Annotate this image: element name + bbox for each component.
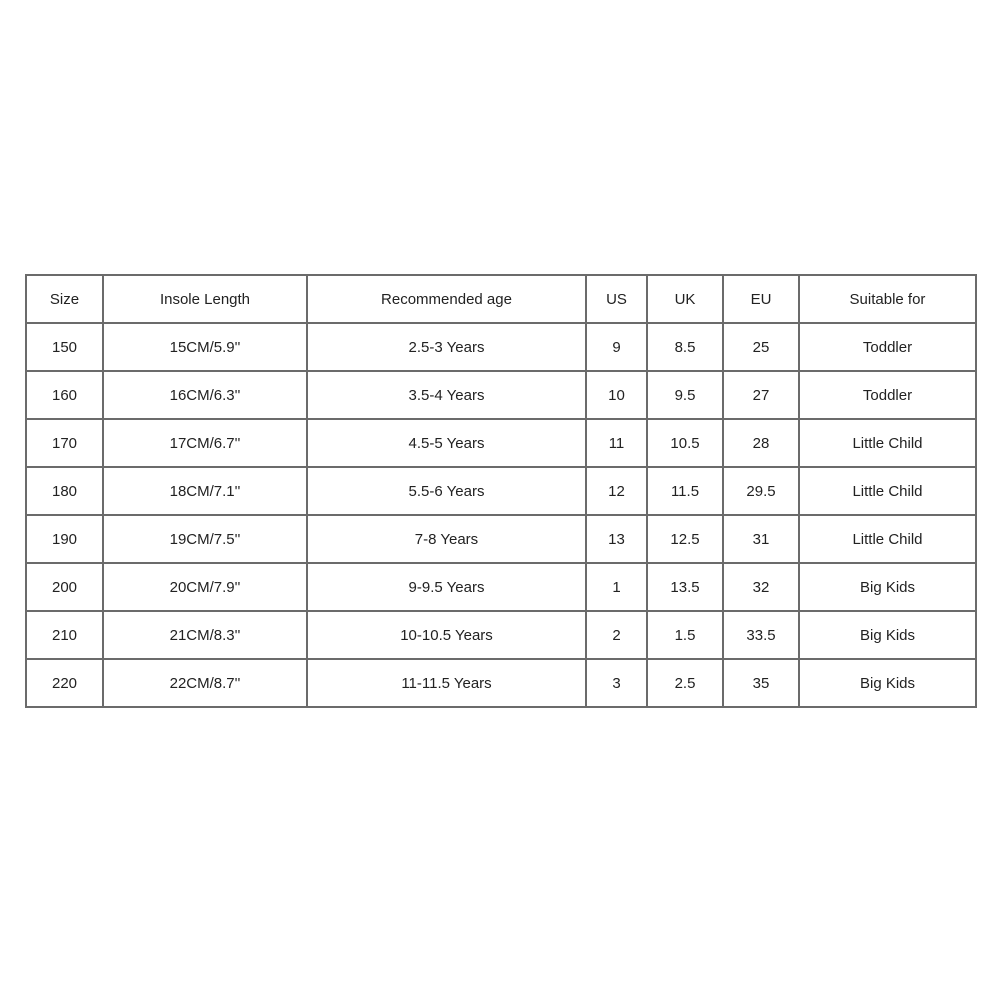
- cell-insole-length: 19CM/7.5'': [103, 515, 307, 563]
- cell-insole-length: 22CM/8.7'': [103, 659, 307, 707]
- cell-eu: 27: [723, 371, 799, 419]
- cell-uk: 12.5: [647, 515, 723, 563]
- cell-suitable-for: Little Child: [799, 467, 976, 515]
- cell-insole-length: 15CM/5.9'': [103, 323, 307, 371]
- cell-us: 10: [586, 371, 647, 419]
- cell-suitable-for: Big Kids: [799, 611, 976, 659]
- table-row: [26, 515, 976, 563]
- cell-uk: 2.5: [647, 659, 723, 707]
- header-suitable-for: Suitable for: [799, 275, 976, 323]
- cell-eu: 33.5: [723, 611, 799, 659]
- cell-insole-length: 17CM/6.7'': [103, 419, 307, 467]
- cell-insole-length: 16CM/6.3'': [103, 371, 307, 419]
- cell-uk: 11.5: [647, 467, 723, 515]
- cell-suitable-for: Little Child: [799, 515, 976, 563]
- cell-us: 13: [586, 515, 647, 563]
- cell-uk: 8.5: [647, 323, 723, 371]
- cell-uk: 10.5: [647, 419, 723, 467]
- cell-suitable-for: Big Kids: [799, 563, 976, 611]
- cell-us: 1: [586, 563, 647, 611]
- cell-recommended-age: 9-9.5 Years: [307, 563, 586, 611]
- cell-insole-length: 20CM/7.9'': [103, 563, 307, 611]
- cell-recommended-age: 10-10.5 Years: [307, 611, 586, 659]
- cell-eu: 25: [723, 323, 799, 371]
- header-size: Size: [26, 275, 103, 323]
- cell-recommended-age: 7-8 Years: [307, 515, 586, 563]
- cell-eu: 29.5: [723, 467, 799, 515]
- cell-insole-length: 21CM/8.3'': [103, 611, 307, 659]
- table-row: [26, 419, 976, 467]
- cell-recommended-age: 2.5-3 Years: [307, 323, 586, 371]
- table-row: [26, 563, 976, 611]
- cell-eu: 28: [723, 419, 799, 467]
- cell-suitable-for: Toddler: [799, 371, 976, 419]
- cell-size: 220: [26, 659, 103, 707]
- table-row: [26, 371, 976, 419]
- cell-eu: 35: [723, 659, 799, 707]
- header-recommended-age: Recommended age: [307, 275, 586, 323]
- cell-uk: 9.5: [647, 371, 723, 419]
- table-row: [26, 467, 976, 515]
- header-insole-length: Insole Length: [103, 275, 307, 323]
- cell-insole-length: 18CM/7.1'': [103, 467, 307, 515]
- cell-uk: 13.5: [647, 563, 723, 611]
- header-eu: EU: [723, 275, 799, 323]
- header-row: [26, 275, 976, 323]
- cell-size: 170: [26, 419, 103, 467]
- cell-size: 210: [26, 611, 103, 659]
- cell-size: 180: [26, 467, 103, 515]
- cell-us: 2: [586, 611, 647, 659]
- table-row: [26, 659, 976, 707]
- cell-eu: 32: [723, 563, 799, 611]
- cell-us: 11: [586, 419, 647, 467]
- cell-us: 12: [586, 467, 647, 515]
- cell-suitable-for: Toddler: [799, 323, 976, 371]
- cell-size: 160: [26, 371, 103, 419]
- cell-suitable-for: Big Kids: [799, 659, 976, 707]
- cell-eu: 31: [723, 515, 799, 563]
- cell-recommended-age: 3.5-4 Years: [307, 371, 586, 419]
- cell-recommended-age: 4.5-5 Years: [307, 419, 586, 467]
- header-uk: UK: [647, 275, 723, 323]
- cell-uk: 1.5: [647, 611, 723, 659]
- cell-recommended-age: 11-11.5 Years: [307, 659, 586, 707]
- cell-size: 200: [26, 563, 103, 611]
- cell-recommended-age: 5.5-6 Years: [307, 467, 586, 515]
- cell-suitable-for: Little Child: [799, 419, 976, 467]
- table-row: [26, 611, 976, 659]
- table-body: [26, 323, 976, 707]
- cell-size: 190: [26, 515, 103, 563]
- cell-size: 150: [26, 323, 103, 371]
- cell-us: 9: [586, 323, 647, 371]
- size-chart-table: [25, 274, 977, 708]
- cell-us: 3: [586, 659, 647, 707]
- table-row: [26, 323, 976, 371]
- header-us: US: [586, 275, 647, 323]
